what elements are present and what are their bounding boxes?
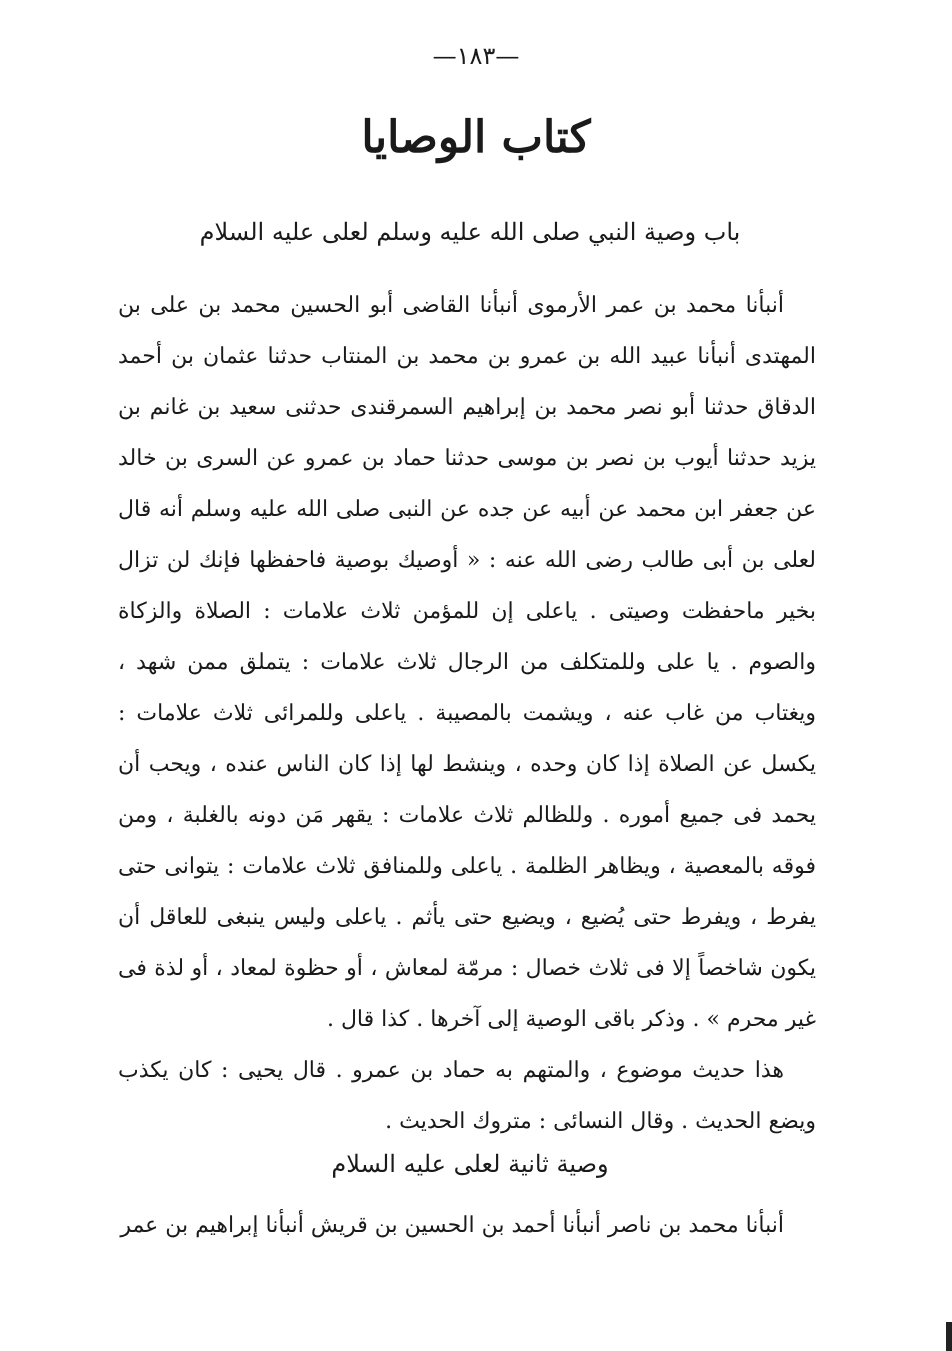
hadith-paragraph: أنبأنا محمد بن عمر الأرموى أنبأنا القاضى أبو الحسين محمد بن على بن المهتدى أنبأنا عبيد الله بن عمرو بن محمد بن المنتاب حدثنا عثمان بن أحمد الدقاق حدثنا أبو نصر محمد بن إبراهيم السمرقندى حدثنى سعيد بن غانم بن يزيد حدثنا أيوب بن نصر بن موسى حدثنا حماد بن عمرو عن السرى بن خالد عن جعفر ابن محمد عن أبيه عن جده عن النبى صلى الله عليه وسلم أنه قال لعلى بن أبى طالب رضى الله عنه : « أوصيك بوصية فاحفظها فإنك لن تزال بخير ماحفظت وصيتى . ياعلى إن للمؤمن ثلاث علامات : الصلاة والزكاة والصوم . يا على وللمتكلف من الرجال ثلاث علامات : يتملق ممن شهد ، ويغتاب من غاب عنه ، ويشمت بالمصيبة . ياعلى وللمرائى ثلاث علامات : يكسل عن الصلاة إذا كان وحده ، وينشط لها إذا كان الناس عنده ، ويحب أن يحمد فى جميع أموره . وللظالم ثلاث علامات : يقهر مَن دونه بالغلبة ، ومن فوقه بالمعصية ، ويظاهر الظلمة . ياعلى وللمنافق ثلاث علامات : يتوانى حتى يفرط ، ويفرط حتى يُضيع ، ويضيع حتى يأثم . ياعلى وليس ينبغى للعاقل أن يكون شاخصاً إلا فى ثلاث خصال : مرمّة لمعاش ، أو حظوة لمعاد ، أو لذة فى غير محرم » . وذكر باقى الوصية إلى آخرها . كذا قال .	[118, 293, 816, 1032]
section-heading-2: وصية ثانية لعلى عليه السلام	[331, 1150, 609, 1178]
commentary-paragraph: هذا حديث موضوع ، والمتهم به حماد بن عمرو . قال يحيى : كان يكذب ويضع الحديث . وقال النسائى : متروك الحديث .	[118, 1058, 816, 1134]
section-2-body	[118, 1200, 816, 1251]
book-title: كتاب الوصايا	[361, 112, 591, 163]
page-edge-mark	[946, 1322, 952, 1351]
section-heading-1: باب وصية النبي صلى الله عليه وسلم لعلى عليه السلام	[199, 218, 741, 246]
second-hadith-paragraph: أنبأنا محمد بن ناصر أنبأنا أحمد بن الحسين بن قريش أنبأنا إبراهيم بن عمر	[120, 1213, 784, 1238]
page-number: —١٨٣—	[432, 42, 520, 70]
section-1-body	[118, 280, 816, 1147]
